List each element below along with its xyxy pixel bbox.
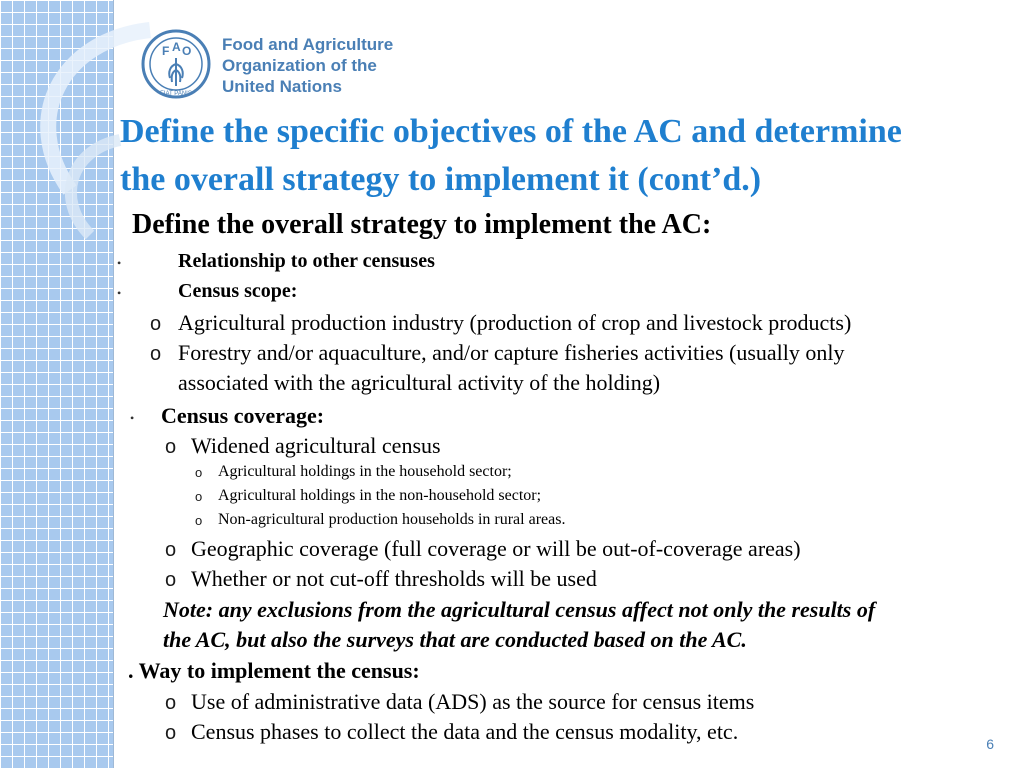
circle-bullet-icon: o [165,722,177,744]
circle-bullet-icon: o [165,436,177,458]
circle-bullet-icon: o [165,692,177,714]
org-name-line-1: Food and Agriculture [222,35,394,54]
widened-item-3: Non-agricultural production households in rural areas. [218,511,566,528]
circle-bullet-icon: o [165,539,177,561]
circle-bullet-icon: o [165,569,177,591]
coverage-geographic: Geographic coverage (full coverage or will be out-of-coverage areas) [191,536,801,561]
way-item-1: Use of administrative data (ADS) as the source for census items [191,689,755,714]
widened-item-2: Agricultural holdings in the non-household sector; [218,487,542,504]
item-coverage: Census coverage: [161,403,325,428]
logo-letter-f: F [162,44,170,58]
item-scope: Census scope: [178,280,298,302]
logo-letter-a: A [172,40,181,54]
page-number: 6 [986,736,994,752]
scope-item-2: Forestry and/or aquaculture, and/or capture fisheries activities (usually only [178,340,845,365]
item-way-to-implement: . Way to implement the census: [128,658,420,683]
circle-bullet-icon: o [195,513,203,528]
bullet-icon: • [117,256,122,270]
coverage-widened: Widened agricultural census [191,433,441,458]
item-relationship: Relationship to other censuses [178,250,435,272]
coverage-cutoff: Whether or not cut-off thresholds will be used [191,566,597,591]
circle-bullet-icon: o [150,343,162,365]
bullet-icon: • [130,411,135,425]
note-line-2: the AC, but also the surveys that are conducted based on the AC. [163,627,747,652]
circle-bullet-icon: o [150,313,162,335]
scope-item-1: Agricultural production industry (production of crop and livestock products) [178,310,852,335]
circle-bullet-icon: o [195,465,203,480]
scope-item-2-continued: associated with the agricultural activity of the holding) [178,370,661,395]
circle-bullet-icon: o [195,489,203,504]
bullet-icon: • [117,286,122,300]
slide-title-line-1: Define the specific objectives of the AC and determine [120,113,902,150]
widened-item-1: Agricultural holdings in the household sector; [218,463,512,480]
note-line-1: Note: any exclusions from the agricultural census affect not only the results of [163,597,876,622]
way-item-2: Census phases to collect the data and the census modality, etc. [191,719,739,744]
org-name-line-2: Organization of the [222,56,377,75]
subheading: Define the overall strategy to implement the AC: [132,209,712,240]
slide-title-line-2: the overall strategy to implement it (cont’d.) [120,161,762,198]
org-name-line-3: United Nations [222,77,342,96]
logo-motto: FIAT PANIS [160,91,192,97]
logo-letter-o: O [182,44,192,58]
